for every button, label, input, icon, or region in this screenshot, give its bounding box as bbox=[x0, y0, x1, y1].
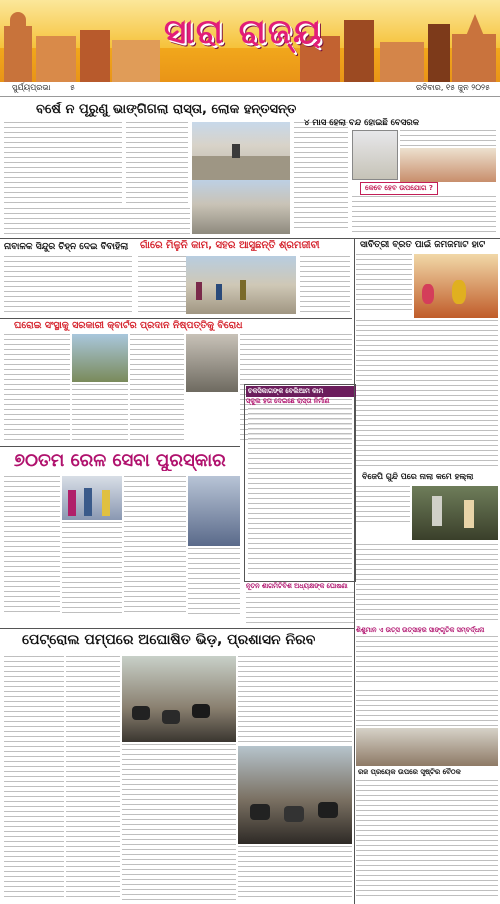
paper-name: ସୁର୍ଯ୍ୟପ୍ରଭା bbox=[12, 83, 51, 92]
road-photo-2 bbox=[192, 180, 290, 234]
story-text bbox=[4, 122, 122, 204]
sub-question-tag: କେବେ ହେବ ଉପଯୋଗ ? bbox=[360, 182, 438, 195]
drain-photo bbox=[412, 486, 498, 540]
headline-meeting: ରଜ ପ୍ରୟେକ ଉପରେ ସୃଷ୍ଟିର ବୈଠକ bbox=[358, 768, 461, 776]
page-number: ୫ bbox=[70, 83, 75, 92]
building-photo-3 bbox=[186, 334, 238, 392]
headline-children-felicitation: ଶିଶୁମାନ ଏ ଉତ୍ସ ଉତ୍ସାହର ସାଙ୍ଗୃତିକ ସମ୍ବର୍ଦ୍ଧନା bbox=[356, 626, 485, 634]
market-photo bbox=[414, 254, 498, 318]
petrol-queue-photo bbox=[238, 746, 352, 844]
masthead-title: ସାରା ରାଜ୍ୟ bbox=[164, 12, 324, 52]
protest-photo bbox=[72, 334, 128, 382]
petrol-pump-photo bbox=[122, 656, 236, 742]
dateline bbox=[0, 82, 500, 97]
award-photo-2 bbox=[188, 476, 240, 546]
headline-no-work-village: ଗାଁରେ ମିଳୁନି କାମ, ସହର ଆସୁଛନ୍ତି ଶ୍ରମଜୀବୀ bbox=[140, 240, 320, 251]
headline-savitri-market: ସାବିତ୍ରୀ ବ୍ରତ ପାଇଁ ଜମଜମାଟ ହାଟ bbox=[360, 240, 486, 250]
meeting-photo bbox=[356, 728, 498, 766]
box-headline: ଚକସିକାଗଙ୍କ ବେଲିଆମ କାମ bbox=[246, 386, 356, 397]
headline-quarter-protest: ଘରୋଇ ସଂସ୍ଥାକୁ ସରକାରୀ କ୍ବାର୍ଟର ପ୍ରଦାନ ନିଷ୍ପତ୍ତିକୁ ବିରୋଧ bbox=[14, 320, 243, 331]
headline-bjp-drain: ବିଜେପି ଗୁନ୍ଦି ପରେ ନାଲା କମେ ହଲ୍ଲା bbox=[362, 472, 474, 481]
box-subheadline: ସ୍କୁଲ ହତା ଦେଇଛେ ରାସ୍ତା ନିର୍ମାଣ bbox=[246, 397, 330, 405]
headline-closed-months: ୪ ମାସ ହେଲା ବନ୍ଦ ହୋଇଛି ବେସରକ bbox=[304, 118, 419, 128]
award-photo-1 bbox=[62, 476, 122, 520]
headline-petrol-crowd: ପେଟ୍ରୋଲ ପମ୍ପରେ ଅଘୋଷିତ ଭିଡ଼, ପ୍ରଶାସନ ନିରବ bbox=[22, 632, 316, 648]
story-text bbox=[126, 122, 188, 204]
building-photo-2 bbox=[400, 148, 496, 182]
date: ରବିବାର, ୧୫ ଜୁନ ୨୦୨୫ bbox=[416, 83, 490, 92]
road-photo bbox=[192, 122, 290, 180]
headline-rail-award: ୭୦ତମ ରେଳ ସେବା ପୁରସ୍କାର bbox=[14, 450, 226, 471]
headline-road-broken: ବର୍ଷେ ନ ପୂରୁଣୁ ଭାଙ୍ଗିଗଲା ରାସ୍ତା, ଲୋକ ହନ୍ତସନ୍ତ bbox=[36, 102, 297, 117]
headline-new-chairman: ନୂତନ ଶାଗମିଟିବିଶ ଅଧ୍ୟକ୍ଷଙ୍କ ଘୋଷଣା bbox=[246, 582, 348, 590]
building-photo bbox=[352, 130, 398, 180]
masthead-banner bbox=[0, 0, 500, 82]
workers-photo bbox=[186, 256, 296, 314]
headline-minor-marriage: ନାବାଳକ ସିନ୍ଦୁର ଚିହ୍ନ ଦେଇ ବିବାହିଲା bbox=[4, 242, 129, 252]
